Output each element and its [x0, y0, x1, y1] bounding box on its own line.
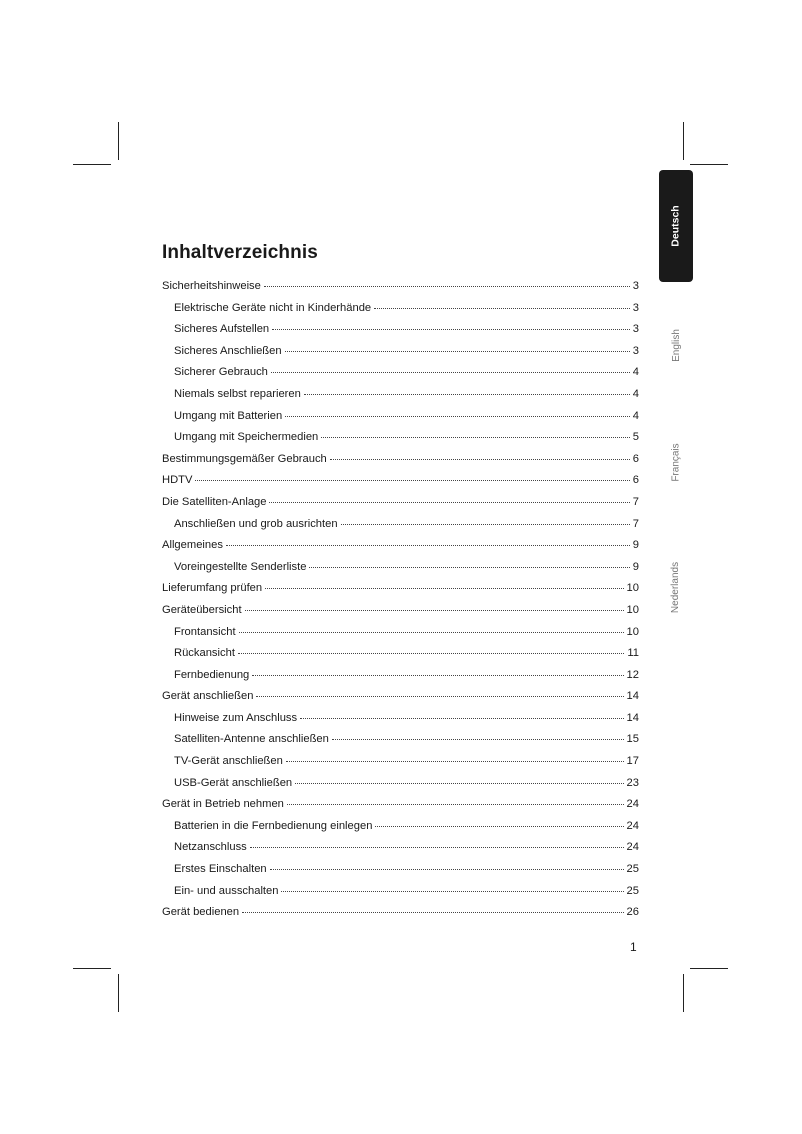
toc-entry-label: Voreingestellte Senderliste: [174, 560, 307, 573]
toc-entry-page: 15: [626, 733, 639, 746]
toc-entry-label: Anschließen und grob ausrichten: [174, 517, 338, 530]
toc-entry-label: Rückansicht: [174, 647, 235, 660]
toc-entry-label: Umgang mit Batterien: [174, 409, 283, 422]
toc-entry-label: Netzanschluss: [174, 841, 247, 854]
language-tab-francais[interactable]: Français: [670, 442, 682, 482]
toc-entry-page: 4: [632, 387, 639, 400]
toc-leader-dots: [238, 653, 624, 654]
page-number: 1: [630, 940, 637, 954]
language-tab-label: Deutsch: [670, 205, 682, 247]
toc-entry-label: Umgang mit Speichermedien: [174, 431, 319, 444]
toc-entry-page: 3: [632, 280, 639, 292]
toc-entry-page: 4: [632, 366, 639, 379]
language-tab-nederlands[interactable]: Nederlands: [670, 561, 682, 613]
crop-mark: [690, 968, 728, 969]
toc-entry[interactable]: [162, 773, 639, 795]
crop-mark: [683, 122, 684, 160]
toc-entry[interactable]: [162, 427, 639, 449]
toc-entry-page: 9: [632, 560, 639, 573]
toc-entry-page: 25: [626, 884, 639, 897]
toc-entry-label: Gerät in Betrieb nehmen: [162, 798, 284, 811]
toc-entry[interactable]: [162, 837, 639, 859]
toc-leader-dots: [300, 718, 623, 719]
toc-leader-dots: [286, 761, 624, 762]
toc-entry-label: Frontansicht: [174, 625, 236, 638]
toc-entry-label: Geräteübersicht: [162, 603, 242, 616]
toc-leader-dots: [341, 524, 630, 525]
toc-entry[interactable]: [162, 298, 639, 320]
toc-leader-dots: [270, 869, 624, 870]
toc-entry-page: 24: [626, 798, 639, 811]
toc-entry-page: 5: [632, 431, 639, 444]
toc-entry[interactable]: [162, 319, 639, 341]
toc-entry-page: 9: [632, 539, 639, 552]
toc-entry-page: 6: [632, 474, 639, 487]
language-tab-english[interactable]: English: [670, 328, 682, 362]
toc-entry-page: 14: [626, 711, 639, 724]
toc-entry[interactable]: [162, 341, 639, 363]
toc-entry-label: Lieferumfang prüfen: [162, 582, 263, 595]
toc-entry[interactable]: [162, 729, 639, 751]
table-of-contents: [162, 276, 639, 924]
toc-entry[interactable]: [162, 557, 639, 579]
toc-leader-dots: [281, 891, 623, 892]
crop-mark: [73, 164, 111, 165]
toc-entry[interactable]: [162, 362, 639, 384]
toc-entry-label: Sicherheitshinweise: [162, 280, 261, 292]
toc-entry[interactable]: [162, 816, 639, 838]
toc-entry-page: 24: [626, 841, 639, 854]
toc-entry[interactable]: [162, 643, 639, 665]
toc-entry[interactable]: [162, 384, 639, 406]
toc-entry-page: 11: [627, 647, 639, 660]
toc-leader-dots: [264, 286, 630, 287]
toc-entry-label: Die Satelliten-Anlage: [162, 495, 267, 508]
toc-leader-dots: [239, 632, 624, 633]
toc-entry-page: 25: [626, 863, 639, 876]
toc-leader-dots: [252, 675, 623, 676]
language-tab-active[interactable]: [659, 170, 693, 282]
toc-entry[interactable]: [162, 600, 639, 622]
toc-leader-dots: [332, 739, 624, 740]
toc-entry-label: Gerät bedienen: [162, 906, 240, 919]
crop-mark: [118, 974, 119, 1012]
toc-entry[interactable]: [162, 859, 639, 881]
toc-entry-page: 12: [626, 668, 639, 681]
toc-entry[interactable]: [162, 622, 639, 644]
toc-leader-dots: [375, 826, 623, 827]
toc-entry-label: HDTV: [162, 474, 193, 487]
toc-entry-label: TV-Gerät anschließen: [174, 755, 283, 768]
toc-entry-page: 7: [632, 517, 639, 530]
toc-entry-label: Gerät anschließen: [162, 690, 254, 703]
toc-leader-dots: [271, 372, 630, 373]
toc-entry-label: Fernbedienung: [174, 668, 250, 681]
toc-leader-dots: [245, 610, 624, 611]
toc-leader-dots: [250, 847, 624, 848]
toc-entry-page: 10: [626, 625, 639, 638]
toc-entry-label: Batterien in die Fernbedienung einlegen: [174, 819, 373, 832]
crop-mark: [690, 164, 728, 165]
toc-entry-label: Niemals selbst reparieren: [174, 387, 301, 400]
toc-entry-label: USB-Gerät anschließen: [174, 776, 293, 789]
toc-entry-page: 6: [632, 452, 639, 465]
toc-leader-dots: [272, 329, 630, 330]
toc-leader-dots: [309, 567, 629, 568]
toc-leader-dots: [304, 394, 630, 395]
toc-entry-page: 10: [626, 603, 639, 616]
toc-entry[interactable]: [162, 470, 639, 492]
toc-entry-label: Sicherer Gebrauch: [174, 366, 268, 379]
toc-entry-label: Ein- und ausschalten: [174, 884, 279, 897]
toc-entry[interactable]: [162, 902, 639, 924]
toc-entry[interactable]: [162, 881, 639, 903]
toc-entry[interactable]: [162, 492, 639, 514]
toc-leader-dots: [269, 502, 629, 503]
toc-entry[interactable]: [162, 578, 639, 600]
toc-entry-label: Allgemeines: [162, 539, 223, 552]
toc-entry-page: 26: [626, 906, 639, 919]
toc-entry[interactable]: [162, 708, 639, 730]
toc-entry-label: Hinweise zum Anschluss: [174, 711, 298, 724]
toc-entry-page: 23: [626, 776, 639, 789]
toc-leader-dots: [330, 459, 630, 460]
toc-leader-dots: [226, 545, 630, 546]
toc-entry-page: 14: [626, 690, 639, 703]
toc-entry-page: 24: [626, 819, 639, 832]
toc-leader-dots: [265, 588, 623, 589]
toc-entry[interactable]: [162, 665, 639, 687]
toc-entry[interactable]: [162, 514, 639, 536]
toc-entry-page: 4: [632, 409, 639, 422]
toc-leader-dots: [374, 308, 630, 309]
toc-entry[interactable]: [162, 751, 639, 773]
crop-mark: [118, 122, 119, 160]
toc-entry-page: 3: [632, 344, 639, 357]
toc-leader-dots: [285, 351, 630, 352]
toc-entry-label: Erstes Einschalten: [174, 863, 267, 876]
toc-entry-label: Bestimmungsgemäßer Gebrauch: [162, 452, 327, 465]
toc-entry[interactable]: [162, 535, 639, 557]
toc-entry-page: 3: [632, 323, 639, 336]
toc-entry-page: 3: [632, 301, 639, 314]
toc-entry-label: Satelliten-Antenne anschließen: [174, 733, 329, 746]
toc-entry[interactable]: [162, 794, 639, 816]
page-title: Inhaltverzeichnis: [162, 242, 318, 263]
toc-entry[interactable]: [162, 686, 639, 708]
toc-leader-dots: [295, 783, 623, 784]
toc-entry[interactable]: [162, 276, 639, 298]
toc-leader-dots: [242, 912, 623, 913]
toc-entry[interactable]: [162, 406, 639, 428]
toc-entry-label: Sicheres Aufstellen: [174, 323, 270, 336]
toc-entry-page: 17: [626, 755, 639, 768]
toc-entry[interactable]: [162, 449, 639, 471]
toc-entry-page: 7: [632, 495, 639, 508]
toc-leader-dots: [321, 437, 630, 438]
toc-entry-label: Elektrische Geräte nicht in Kinderhände: [174, 301, 372, 314]
toc-leader-dots: [287, 804, 624, 805]
toc-leader-dots: [195, 480, 629, 481]
crop-mark: [73, 968, 111, 969]
toc-entry-page: 10: [626, 582, 639, 595]
crop-mark: [683, 974, 684, 1012]
toc-leader-dots: [285, 416, 630, 417]
toc-leader-dots: [256, 696, 623, 697]
toc-entry-label: Sicheres Anschließen: [174, 344, 282, 357]
